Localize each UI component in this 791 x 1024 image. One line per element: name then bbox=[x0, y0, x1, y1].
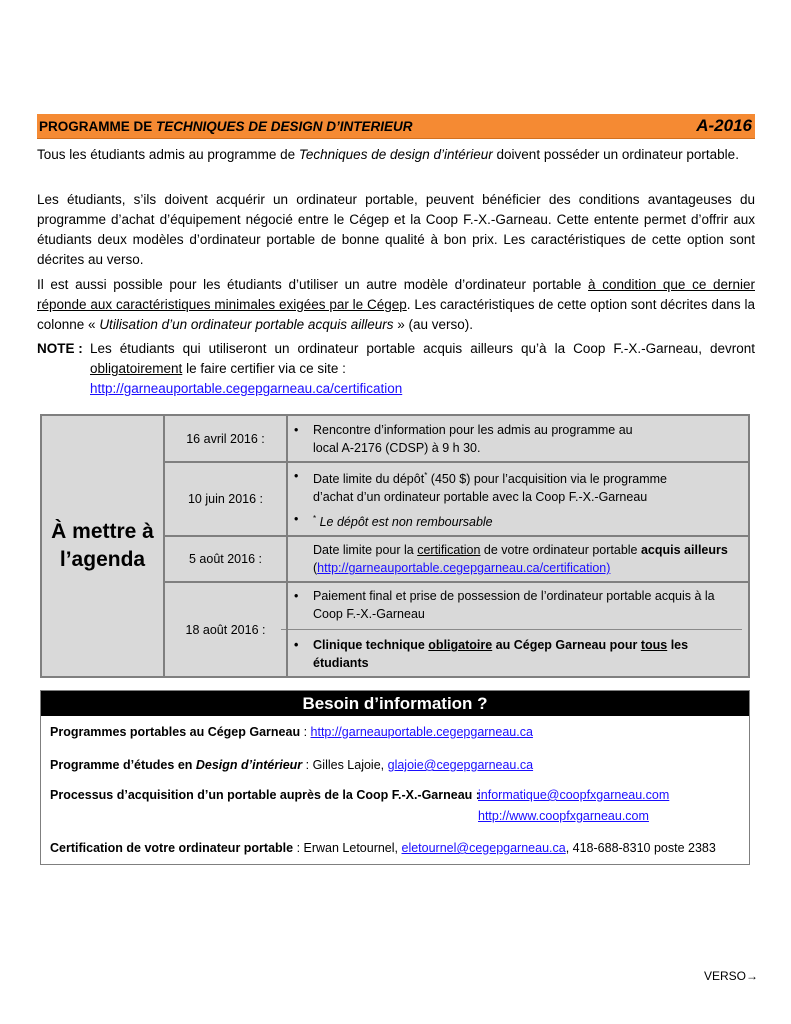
coop-website-link[interactable]: http://www.coopfxgarneau.com bbox=[478, 809, 649, 823]
note-label bbox=[37, 339, 83, 359]
text: : bbox=[300, 725, 311, 739]
agenda-item bbox=[288, 467, 703, 506]
certification-link[interactable]: http://garneauportable.cegepgarneau.ca/certification bbox=[90, 381, 403, 396]
verso-indicator bbox=[704, 969, 758, 983]
info-label bbox=[50, 758, 302, 772]
text: Programme d’études en bbox=[50, 758, 196, 772]
agenda-description bbox=[287, 462, 749, 536]
garneauportable-link[interactable]: http://garneauportable.cegepgarneau.ca bbox=[310, 725, 533, 739]
info-box bbox=[40, 690, 750, 865]
title-program-name: TECHNIQUES DE DESIGN D’INTERIEUR bbox=[156, 118, 413, 134]
verso-label: VERSO bbox=[704, 969, 747, 983]
condition-underlined: à condition que ce dernier réponde aux caractéristiques minimales exigées par le Cégep bbox=[37, 277, 755, 312]
obligatoirement-underlined: obligatoirement bbox=[90, 361, 183, 376]
agenda-heading: À mettre à l’agenda bbox=[41, 415, 164, 677]
info-row-program-contact bbox=[50, 756, 533, 774]
program-code: A-2016 bbox=[696, 116, 752, 135]
note-text bbox=[90, 339, 755, 399]
intro-paragraph-2: Les étudiants, s’ils doivent acquérir un ordinateur portable, peuvent bénéficier des conditions avantageuses du programme d’achat d’équipement négocié entre le Cégep et la Coop F.-X.-Garneau. Cette entente permet d’offrir aux étudiants deux modèles d’ordinateur portable de bonne qualité à bon prix. Les caractéristiques de cette option sont décrites au verso. bbox=[37, 192, 755, 267]
footnote-marker: * bbox=[313, 514, 317, 524]
coop-email-link[interactable]: informatique@coopfxgarneau.com bbox=[478, 788, 670, 802]
agenda-item bbox=[288, 541, 742, 577]
agenda-date: 18 août 2016 : bbox=[164, 582, 287, 677]
text: Tous les étudiants admis au programme de bbox=[37, 147, 299, 162]
program-title-bar bbox=[37, 114, 755, 139]
agenda-description bbox=[287, 415, 749, 462]
text: Clinique technique bbox=[313, 638, 429, 653]
title-prefix: PROGRAMME DE bbox=[39, 118, 157, 134]
text: : Gilles Lajoie, bbox=[302, 758, 388, 772]
certification-underlined: certification bbox=[417, 543, 481, 558]
acquis-ailleurs-bold: acquis ailleurs bbox=[640, 543, 728, 558]
intro-paragraph-1 bbox=[37, 145, 755, 165]
text: le faire certifier via ce site : bbox=[182, 361, 346, 376]
agenda-description bbox=[287, 536, 749, 582]
text: (450 $) pour l’acquisition via le programme d’achat d’un ordinateur portable avec la Coop F.-X.-Garneau bbox=[313, 472, 668, 505]
text: de votre ordinateur portable bbox=[480, 543, 641, 558]
program-name-italic: Techniques de design d’intérieur bbox=[298, 147, 493, 162]
note-colon: : bbox=[74, 341, 83, 356]
info-label: Certification de votre ordinateur portable bbox=[50, 841, 294, 855]
text: » (au verso). bbox=[393, 317, 474, 332]
arrow-right-icon: → bbox=[746, 969, 759, 983]
phone-number: , 418-688-8310 poste 2383 bbox=[565, 841, 716, 855]
text: ( bbox=[313, 561, 318, 576]
info-row-programmes bbox=[50, 723, 533, 741]
info-label: Programmes portables au Cégep Garneau bbox=[50, 725, 301, 739]
agenda-date: 16 avril 2016 : bbox=[164, 415, 287, 462]
program-title bbox=[39, 119, 413, 134]
text: Il est aussi possible pour les étudiants d’utiliser un autre modèle d’ordinateur portable bbox=[37, 277, 589, 292]
text: au Cégep Garneau pour bbox=[492, 638, 641, 653]
text: : Erwan Letournel, bbox=[293, 841, 402, 855]
text: Date limite pour la bbox=[313, 543, 418, 558]
obligatoire-underlined: obligatoire bbox=[428, 638, 493, 653]
footnote-text: Le dépôt est non remboursable bbox=[316, 515, 493, 530]
tous-underlined: tous bbox=[640, 638, 668, 653]
note-label-text: NOTE bbox=[37, 341, 75, 356]
intro-paragraph-3 bbox=[37, 275, 755, 335]
info-row-certification bbox=[50, 839, 716, 857]
text: doivent posséder un ordinateur portable. bbox=[492, 147, 739, 162]
footnote-marker: * bbox=[424, 471, 428, 480]
agenda-item bbox=[288, 510, 742, 531]
program-italic: Design d’intérieur bbox=[195, 758, 303, 772]
agenda-description bbox=[287, 582, 749, 677]
eletournel-email-link[interactable]: eletournel@cegepgarneau.ca bbox=[401, 841, 566, 855]
text: les étudiants bbox=[313, 638, 689, 671]
info-heading: Besoin d’information ? bbox=[41, 691, 749, 716]
text: Les étudiants qui utiliseront un ordinateur portable acquis ailleurs qu’à la Coop F.-X.-Garneau, devront bbox=[90, 341, 755, 356]
coop-links bbox=[478, 786, 669, 825]
agenda-table bbox=[40, 414, 750, 678]
info-label: Processus d’acquisition d’un portable auprès de la Coop F.-X.-Garneau : bbox=[50, 788, 480, 802]
agenda-item bbox=[288, 636, 742, 672]
agenda-date: 5 août 2016 : bbox=[164, 536, 287, 582]
text: Date limite du dépôt bbox=[313, 472, 425, 487]
info-row-coop bbox=[50, 786, 480, 804]
inner-divider bbox=[281, 629, 742, 630]
agenda-item: • Rencontre d’information pour les admis au programme au local A-2176 (CDSP) à 9 h 30. bbox=[288, 421, 643, 457]
agenda-date: 10 juin 2016 : bbox=[164, 462, 287, 536]
agenda-item: • Paiement final et prise de possession de l’ordinateur portable acquis à la Coop F.-X.-Garneau bbox=[288, 587, 742, 623]
glajoie-email-link[interactable]: glajoie@cegepgarneau.ca bbox=[387, 758, 534, 772]
certification-link[interactable]: http://garneauportable.cegepgarneau.ca/certification) bbox=[317, 561, 611, 576]
agenda-row bbox=[41, 415, 749, 462]
text: . Les caractéristiques de cette option sont décrites dans la colonne « bbox=[37, 297, 755, 332]
column-name-italic: Utilisation d’un ordinateur portable acquis ailleurs bbox=[99, 317, 394, 332]
